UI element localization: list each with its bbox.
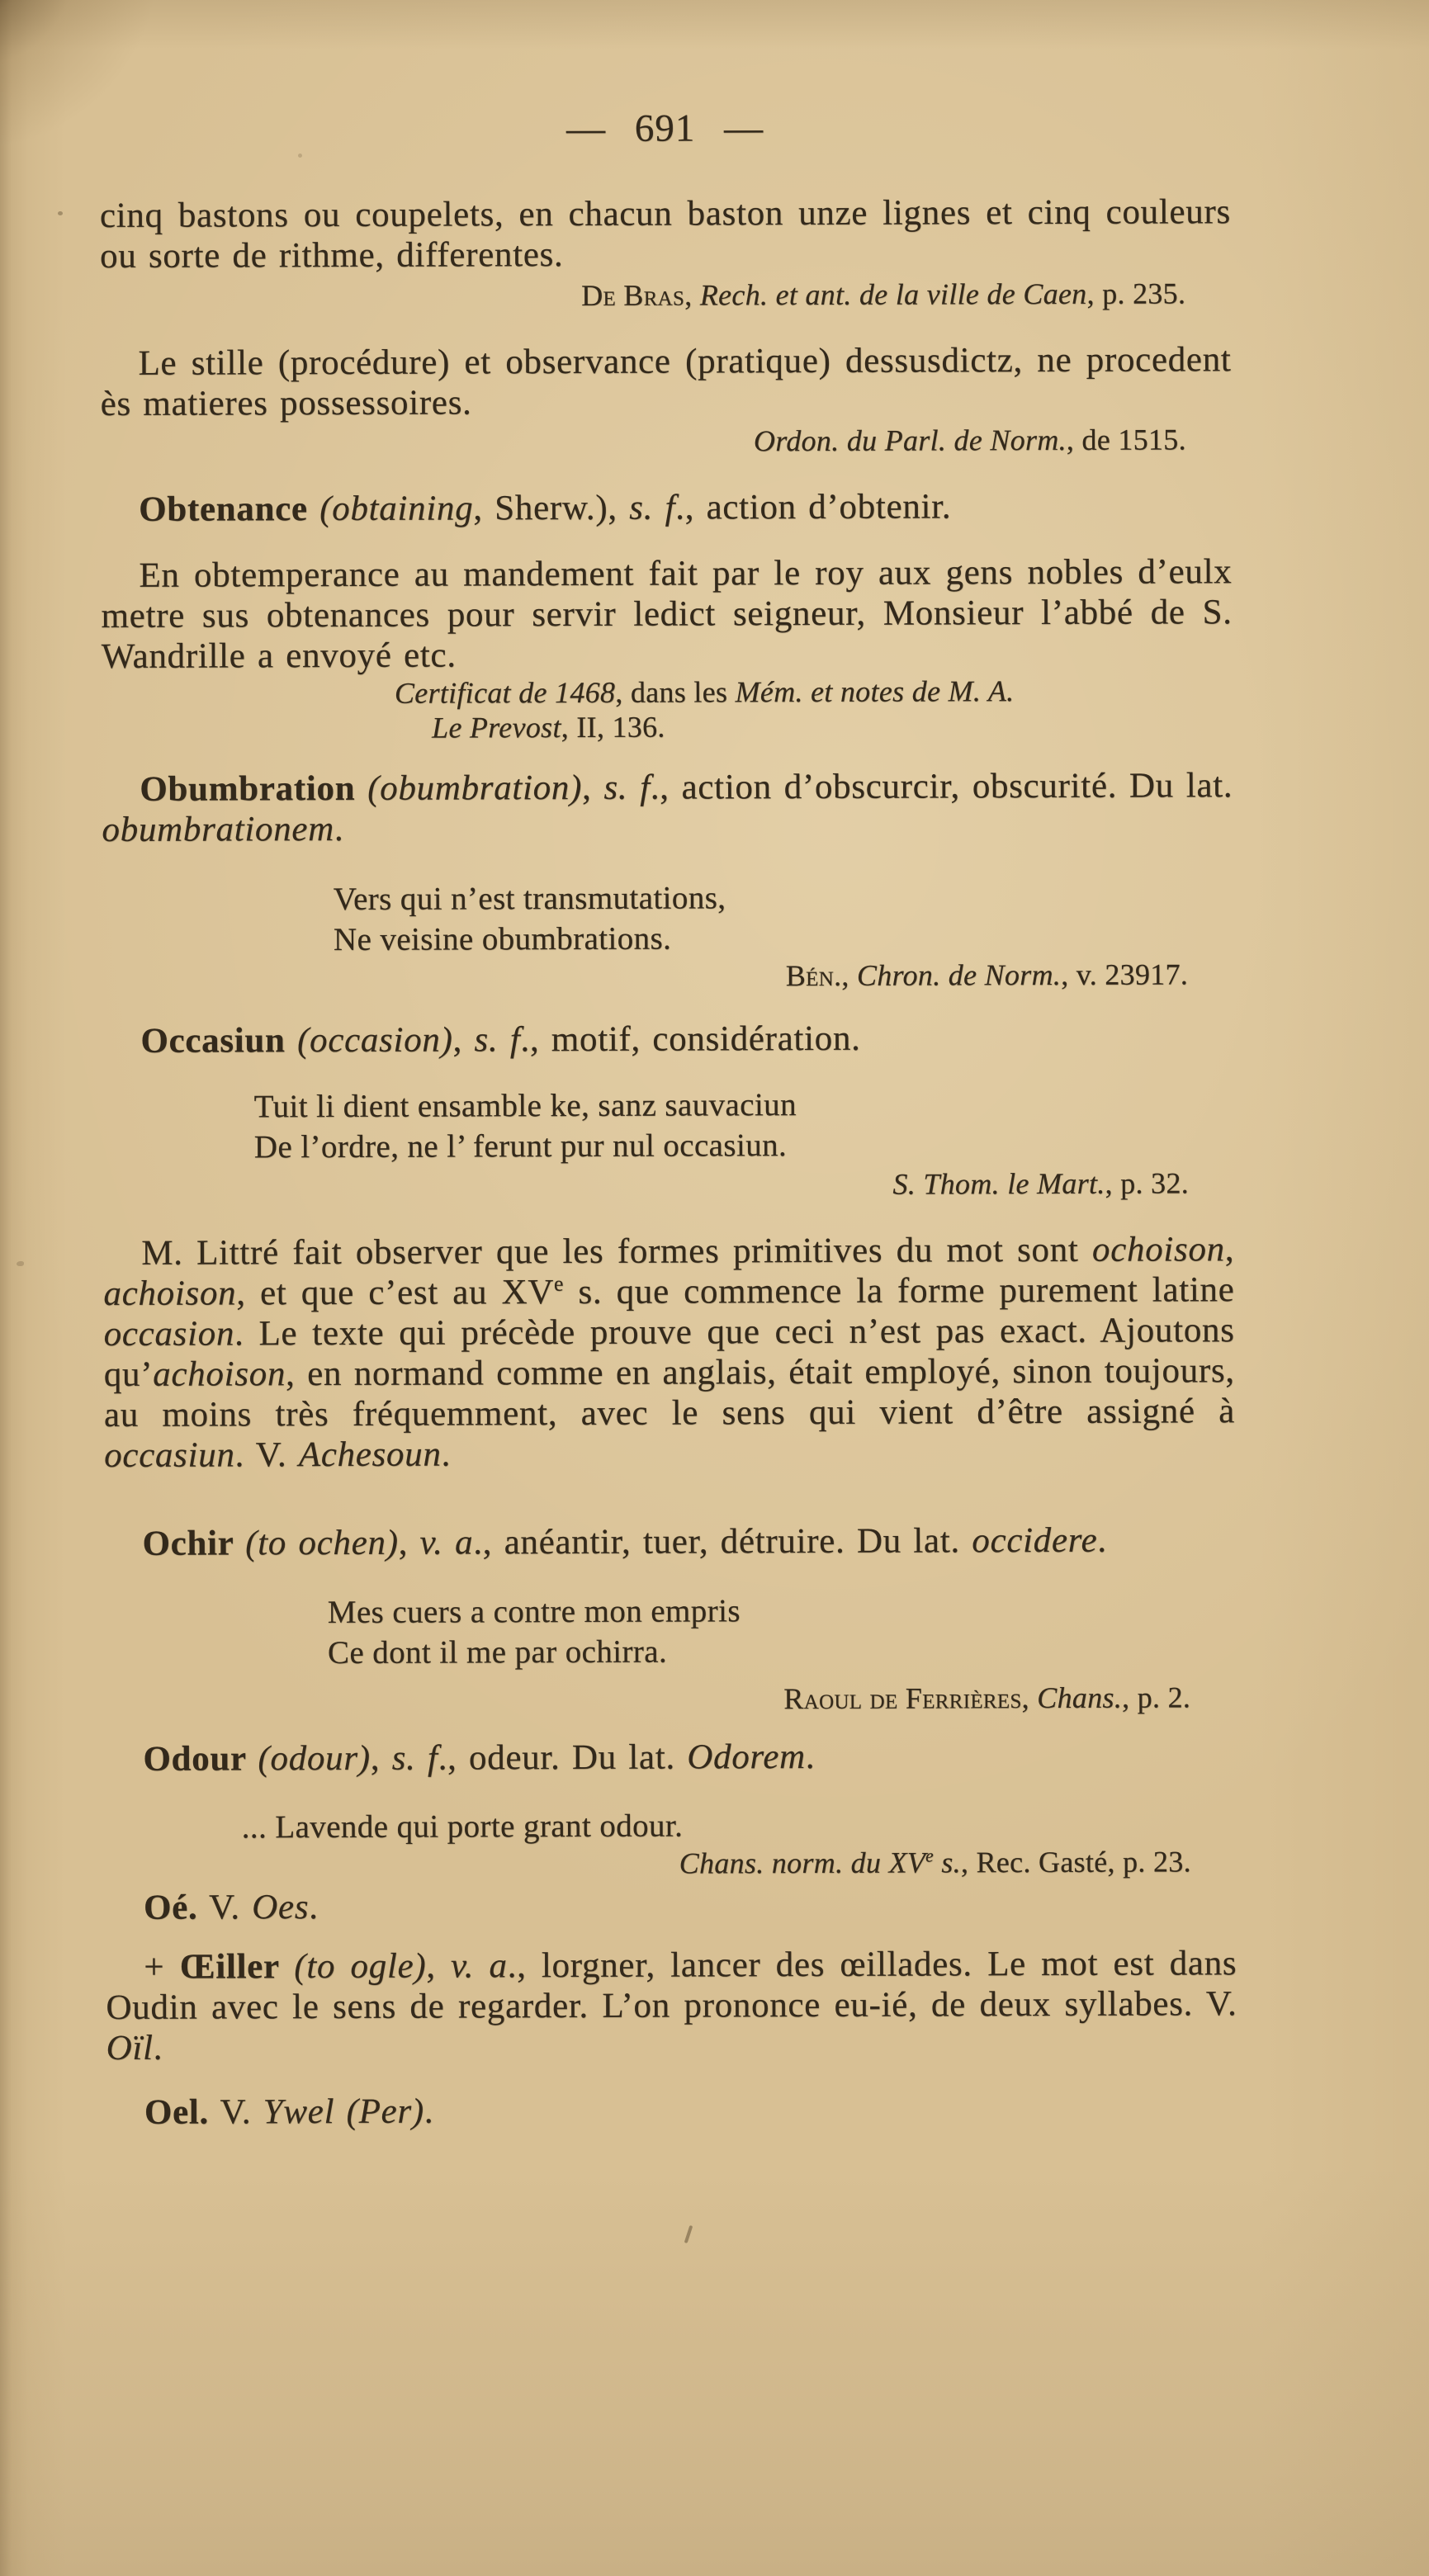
text-segment: Oïl xyxy=(106,2028,154,2068)
text-segment: Odorem xyxy=(687,1737,806,1777)
text-segment: , xyxy=(452,1020,475,1060)
text-segment: s. f xyxy=(474,1020,521,1060)
text-segment: s. xyxy=(933,1846,962,1879)
text-segment: ., motif, considération. xyxy=(520,1019,861,1060)
text-segment: Chans. norm. du XV xyxy=(679,1846,926,1880)
text-segment: (to ochen) xyxy=(245,1523,399,1563)
text-segment: Raoul de Ferrières xyxy=(783,1681,1022,1716)
text-segment: Mes cuers a contre mon empris xyxy=(327,1593,741,1631)
text-segment: (to ogle) xyxy=(294,1946,427,1987)
text-segment: . xyxy=(334,809,344,849)
page-content xyxy=(99,0,1237,2133)
text-segment: , en normand comme en anglais, était employé, sinon toujours, au moins très fréquemment, avec le sens qui vient d’être assigné à xyxy=(103,1351,1236,1435)
text-segment: Oé. xyxy=(143,1888,198,1927)
text-segment: (occasion) xyxy=(297,1020,453,1061)
text-segment: . xyxy=(309,1888,319,1927)
entry-oe xyxy=(106,1884,1237,1928)
text-segment: ., anéantir, tuer, détruire. Du lat. xyxy=(473,1521,972,1562)
text-segment: , p. 32. xyxy=(1105,1166,1190,1200)
citation-line xyxy=(395,673,1233,711)
text-segment: s. f xyxy=(603,768,651,807)
text-segment: Ochir xyxy=(142,1524,246,1563)
paragraph-en-obtemperance xyxy=(101,551,1233,677)
text-segment: (obtaining xyxy=(319,489,474,529)
paragraph-littre xyxy=(103,1229,1235,1476)
entry-oel xyxy=(106,2088,1237,2133)
text-segment: Chron. de Norm. xyxy=(856,957,1062,992)
text-segment: Le stille (procédure) et observance (pratique) dessusdictz, ne procedent ès matieres possessoires. xyxy=(100,340,1232,423)
citation-ben-chron xyxy=(102,957,1233,995)
verse-ochirra xyxy=(328,1589,1236,1673)
paper-speck xyxy=(17,1261,24,1266)
entry-oeiller xyxy=(106,1943,1237,2068)
text-segment: occasion xyxy=(103,1314,235,1354)
text-segment: S. Thom. le Mart. xyxy=(892,1166,1105,1201)
text-segment: Oes xyxy=(252,1888,310,1927)
text-segment: Mém. et notes de M. A. xyxy=(735,674,1015,709)
text-segment: , Rec. Gasté, p. 23. xyxy=(960,1845,1191,1879)
citation-chans-norm xyxy=(106,1844,1237,1883)
text-segment: (obumbration) xyxy=(367,768,583,808)
text-segment: v. a xyxy=(451,1946,508,1986)
text-segment: , v. 23917. xyxy=(1061,957,1189,991)
citation-de-bras xyxy=(100,276,1231,314)
text-segment: , xyxy=(582,768,604,807)
text-segment: , xyxy=(370,1738,392,1778)
text-segment: Vers qui n’est transmutations, xyxy=(333,880,726,918)
text-segment: V. xyxy=(208,2092,263,2132)
text-segment: + xyxy=(144,1947,180,1987)
text-segment: Odour xyxy=(143,1739,258,1779)
text-segment: , xyxy=(684,278,700,312)
text-segment: (odour) xyxy=(258,1738,371,1779)
text-segment: . xyxy=(153,2028,163,2068)
text-segment: ., odeur. Du lat. xyxy=(438,1737,688,1778)
text-segment: e xyxy=(925,1846,935,1866)
paragraph-continuation xyxy=(100,191,1231,277)
text-segment: Oel. xyxy=(144,2092,210,2132)
entry-obumbration xyxy=(102,765,1233,850)
text-segment: cinq bastons ou coupelets, en chacun baston unze lignes et cinq couleurs ou sorte de rithme, differentes. xyxy=(99,192,1231,276)
text-segment: . xyxy=(441,1435,452,1474)
text-segment: ., action d’obscurcir, obscurité. Du lat. xyxy=(650,766,1233,807)
text-segment: occasiun xyxy=(104,1435,235,1475)
paper-speck xyxy=(298,154,302,158)
entry-odour xyxy=(105,1735,1236,1780)
text-segment: , xyxy=(398,1523,420,1562)
text-segment: , II, 136. xyxy=(561,710,665,744)
text-segment: Ce dont il me par ochirra. xyxy=(327,1633,668,1671)
text-segment: , et que c’est au XV xyxy=(236,1273,555,1313)
text-segment: Achesoun xyxy=(298,1435,442,1475)
text-segment: Le Prevost xyxy=(432,711,561,744)
text-segment: ., action d’obtenir. xyxy=(675,487,952,527)
entry-ochir xyxy=(104,1520,1235,1564)
text-segment: Chans. xyxy=(1037,1680,1123,1715)
text-segment: V. xyxy=(197,1888,253,1927)
entry-occasiun xyxy=(102,1017,1233,1061)
paper-fleck xyxy=(684,2225,693,2243)
text-segment: En obtemperance au mandement fait par le roy aux gens nobles d’eulx metre sus obtenances pour servir ledict seigneur, Monsieur l’abbé de S. Wandrille a envoyé etc. xyxy=(101,552,1233,676)
text-segment: . xyxy=(423,2092,434,2131)
text-segment: , Sherw.), xyxy=(473,488,630,528)
text-segment: , dans les xyxy=(615,675,736,709)
text-segment: ... Lavende qui porte grant odour. xyxy=(241,1808,684,1846)
text-segment: ., lorgner, lancer des œillades. Le mot est dans Oudin avec le sens de regarder. L’on prononce eu-ié, de deux syllabes. V. xyxy=(106,1944,1237,2027)
text-segment: , xyxy=(426,1946,452,1986)
citation-line xyxy=(395,707,1233,745)
text-segment: Œiller xyxy=(179,1947,295,1987)
text-segment: achoison xyxy=(103,1274,237,1313)
text-segment: s. f xyxy=(629,488,676,527)
verse-obumbrations xyxy=(334,876,1233,960)
text-segment: Tuit li dient ensamble ke, sanz sauvaciun xyxy=(253,1087,797,1125)
text-segment: e xyxy=(553,1271,565,1296)
text-segment: obumbrationem xyxy=(102,810,335,849)
text-segment: . Le texte qui précède prouve que ceci n’est pas exact. Ajoutons qu’ xyxy=(103,1311,1235,1394)
text-segment: Certificat de 1468 xyxy=(394,675,616,710)
citation-s-thom xyxy=(103,1165,1234,1204)
text-segment: , xyxy=(841,958,858,992)
verse-sauvaciun xyxy=(254,1083,1234,1167)
text-segment: achoison xyxy=(153,1354,286,1394)
text-segment: Rech. et ant. de la ville de Caen xyxy=(699,277,1087,312)
text-segment: Ne veisine obumbrations. xyxy=(333,920,672,958)
text-segment: , p. 235. xyxy=(1086,277,1186,310)
text-segment: s. que commence la forme purement latine xyxy=(564,1270,1235,1312)
text-segment: occidere xyxy=(972,1520,1098,1561)
text-segment: . xyxy=(1097,1520,1107,1560)
text-segment: ochoison xyxy=(1091,1230,1225,1269)
text-segment: Obumbration xyxy=(140,768,368,809)
text-segment: , xyxy=(1224,1230,1235,1269)
citation-raoul xyxy=(105,1680,1236,1718)
text-segment: , p. 2. xyxy=(1122,1680,1191,1714)
text-segment: Ywel (Per) xyxy=(263,2092,424,2132)
text-segment: De l’ordre, ne l’ ferunt pur nul occasiun. xyxy=(253,1127,788,1165)
citation-certificat xyxy=(395,673,1233,745)
text-segment: Occasiun xyxy=(140,1021,298,1061)
paragraph-le-stille xyxy=(100,339,1231,424)
text-segment: s. f xyxy=(391,1738,438,1778)
text-segment: Ordon. du Parl. de Norm. xyxy=(753,423,1067,458)
text-segment: , xyxy=(1021,1681,1038,1715)
text-segment: Bén. xyxy=(785,958,842,993)
paper-speck xyxy=(58,211,63,215)
entry-obtenance xyxy=(101,485,1232,530)
page-number: — 691 — xyxy=(565,106,764,151)
text-segment: . V. xyxy=(234,1435,299,1475)
text-segment: Obtenance xyxy=(139,489,320,529)
citation-ordonnance xyxy=(101,422,1232,461)
text-segment: M. Littré fait observer que les formes primitives du mot sont xyxy=(141,1230,1093,1273)
text-segment: v. a xyxy=(419,1523,474,1562)
text-segment: , de 1515. xyxy=(1066,423,1186,456)
text-segment: . xyxy=(805,1737,816,1777)
text-segment: De Bras xyxy=(581,278,685,312)
verse-lavende xyxy=(242,1803,1237,1847)
